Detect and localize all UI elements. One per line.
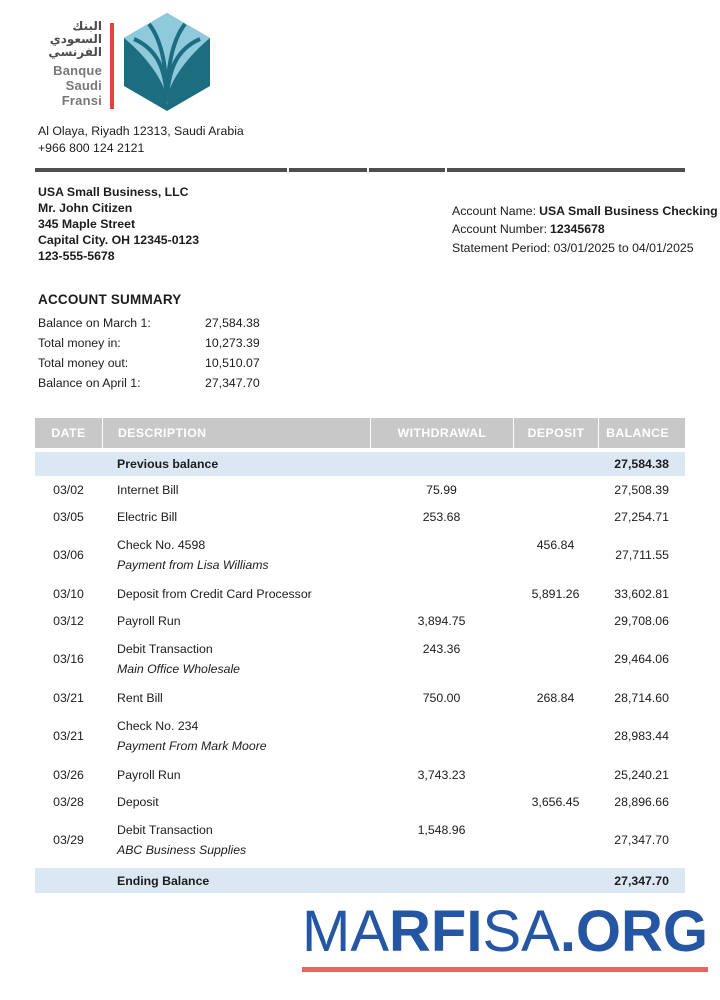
txn-balance: 28,714.60	[614, 690, 669, 705]
txn-balance: 27,508.39	[614, 482, 669, 497]
txn-date: 03/06	[53, 548, 84, 562]
bank-name	[38, 10, 102, 112]
txn-description: Deposit from Credit Card Processor	[117, 586, 312, 601]
transaction-row	[35, 761, 685, 788]
header-description: DESCRIPTION	[102, 418, 370, 448]
txn-description: Payroll Run	[117, 613, 181, 628]
txn-balance: 28,896.66	[614, 794, 669, 809]
transaction-row	[35, 503, 685, 530]
transaction-row	[35, 530, 685, 580]
txn-balance: 27,347.70	[614, 833, 669, 847]
txn-balance: 29,464.06	[614, 652, 669, 666]
txn-description-note: Payment from Lisa Williams	[117, 558, 269, 572]
txn-deposit: 456.84	[536, 538, 575, 552]
txn-balance: 28,983.44	[614, 729, 669, 743]
txn-deposit: 5,891.26	[531, 586, 580, 601]
bank-address-line1: Al Olaya, Riyadh 12313, Saudi Arabia	[38, 124, 244, 138]
txn-description: Deposit	[117, 794, 159, 809]
account-name-label: Account Name:	[452, 204, 537, 218]
txn-description: Electric Bill	[117, 509, 178, 524]
ending-balance-label: Ending Balance	[117, 873, 210, 888]
txn-date: 03/28	[53, 794, 84, 809]
txn-description: Payroll Run	[117, 767, 181, 782]
bank-name-arabic	[38, 20, 102, 59]
txn-withdrawal: 750.00	[422, 690, 461, 705]
txn-description: Check No. 234 Payment From Mark Moore	[102, 716, 370, 756]
account-name-row	[452, 202, 718, 220]
txn-withdrawal: 75.99	[426, 482, 457, 497]
txn-description: Debit Transaction Main Office Wholesale	[102, 639, 370, 679]
transaction-row	[35, 788, 685, 815]
account-number-value: 12345678	[550, 222, 605, 237]
bank-name-latin-line: Saudi	[65, 78, 102, 93]
header-withdrawal: WITHDRAWAL	[370, 418, 513, 448]
account-summary-title: ACCOUNT SUMMARY	[38, 292, 182, 307]
divider-segment	[369, 168, 445, 172]
transaction-row	[35, 815, 685, 865]
divider-segment	[35, 168, 287, 172]
customer-address-block	[38, 184, 199, 264]
bank-name-arabic-line: السعودي	[49, 32, 102, 46]
statement-period-label: Statement Period:	[452, 240, 551, 255]
bank-logo-block	[38, 10, 213, 112]
statement-period-value: 03/01/2025 to 04/01/2025	[553, 240, 694, 255]
transaction-row	[35, 607, 685, 634]
summary-value: 10,273.39	[205, 336, 260, 350]
txn-withdrawal	[370, 530, 513, 538]
transaction-row	[35, 711, 685, 761]
customer-line: Capital City. OH 12345-0123	[38, 233, 200, 247]
txn-date: 03/21	[53, 690, 84, 705]
txn-description: Debit Transaction ABC Business Supplies	[102, 820, 370, 860]
summary-value: 27,584.38	[205, 316, 260, 330]
header-date: DATE	[51, 426, 86, 440]
bank-name-arabic-line: البنك	[72, 19, 102, 33]
txn-description-note: ABC Business Supplies	[117, 843, 247, 857]
txn-withdrawal: 253.68	[422, 509, 461, 524]
logo-red-divider	[110, 23, 114, 109]
transaction-row	[35, 476, 685, 503]
txn-deposit	[513, 634, 598, 642]
txn-date: 03/21	[53, 729, 84, 743]
statement-period-row	[452, 239, 718, 257]
bank-address	[38, 123, 244, 157]
transaction-row	[35, 684, 685, 711]
summary-row	[38, 316, 260, 336]
header-balance: BALANCE	[598, 418, 685, 448]
txn-balance: 27,711.55	[615, 548, 669, 562]
divider-segment	[447, 168, 685, 172]
txn-withdrawal: 3,743.23	[417, 767, 466, 782]
watermark-underline	[302, 967, 708, 972]
txn-date: 03/10	[53, 586, 84, 601]
txn-description-note: Main Office Wholesale	[117, 662, 241, 676]
txn-balance: 33,602.81	[614, 586, 669, 601]
txn-balance: 29,708.06	[614, 613, 669, 628]
customer-line: Mr. John Citizen	[38, 201, 133, 215]
header-deposit: DEPOSIT	[513, 418, 598, 448]
customer-line: 345 Maple Street	[38, 217, 136, 231]
summary-row	[38, 376, 260, 396]
summary-label: Balance on April 1:	[38, 376, 141, 390]
txn-withdrawal: 3,894.75	[417, 613, 466, 628]
previous-balance-label: Previous balance	[117, 457, 219, 471]
txn-date: 03/16	[53, 652, 84, 666]
bank-name-latin-line: Fransi	[61, 93, 102, 108]
summary-row	[38, 356, 260, 376]
bank-name-latin-line: Banque	[53, 63, 102, 78]
account-info-block	[452, 202, 718, 257]
txn-description: Internet Bill	[117, 482, 179, 497]
bank-hexagon-palm-icon	[121, 12, 213, 112]
summary-label: Total money in:	[38, 336, 121, 350]
summary-value: 27,347.70	[205, 376, 260, 390]
ending-balance-value: 27,347.70	[614, 873, 669, 888]
previous-balance-value: 27,584.38	[614, 457, 669, 471]
transaction-row	[35, 634, 685, 684]
previous-balance-row	[35, 452, 685, 476]
txn-deposit: 268.84	[536, 690, 575, 705]
customer-line: USA Small Business, LLC	[38, 185, 189, 199]
ending-balance-row	[35, 868, 685, 893]
account-name-value: USA Small Business Checking	[539, 204, 718, 218]
txn-description: Check No. 4598 Payment from Lisa Williams	[102, 535, 370, 575]
summary-row	[38, 336, 260, 356]
txn-date: 03/29	[53, 833, 84, 847]
transactions-table	[35, 418, 685, 893]
txn-withdrawal: 243.36	[422, 642, 461, 656]
bank-name-arabic-line: الفرنسي	[48, 45, 102, 59]
txn-date: 03/12	[53, 613, 84, 628]
txn-description-note: Payment From Mark Moore	[117, 739, 267, 753]
txn-date: 03/05	[53, 509, 84, 524]
txn-deposit	[513, 711, 598, 719]
bank-address-line2: +966 800 124 2121	[38, 141, 145, 155]
transaction-row	[35, 580, 685, 607]
txn-deposit	[513, 815, 598, 823]
account-summary	[38, 316, 260, 396]
marfisa-watermark-logo	[302, 899, 709, 972]
account-number-row	[452, 220, 718, 238]
txn-deposit: 3,656.45	[531, 794, 580, 809]
account-number-label: Account Number:	[452, 222, 548, 237]
txn-withdrawal: 1,548.96	[417, 823, 466, 837]
txn-date: 03/26	[53, 767, 84, 782]
watermark-text: MARFISA.ORG	[302, 899, 709, 964]
bank-name-latin	[38, 63, 102, 108]
summary-value: 10,510.07	[205, 356, 260, 370]
divider-segment	[289, 168, 367, 172]
txn-date: 03/02	[53, 482, 84, 497]
txn-balance: 27,254.71	[614, 509, 669, 524]
table-header-row	[35, 418, 685, 448]
txn-balance: 25,240.21	[614, 767, 669, 782]
txn-withdrawal	[370, 711, 513, 719]
summary-label: Balance on March 1:	[38, 316, 151, 330]
txn-description: Rent Bill	[117, 690, 163, 705]
summary-label: Total money out:	[38, 356, 129, 370]
header-divider	[35, 168, 685, 172]
customer-line: 123-555-5678	[38, 249, 115, 263]
